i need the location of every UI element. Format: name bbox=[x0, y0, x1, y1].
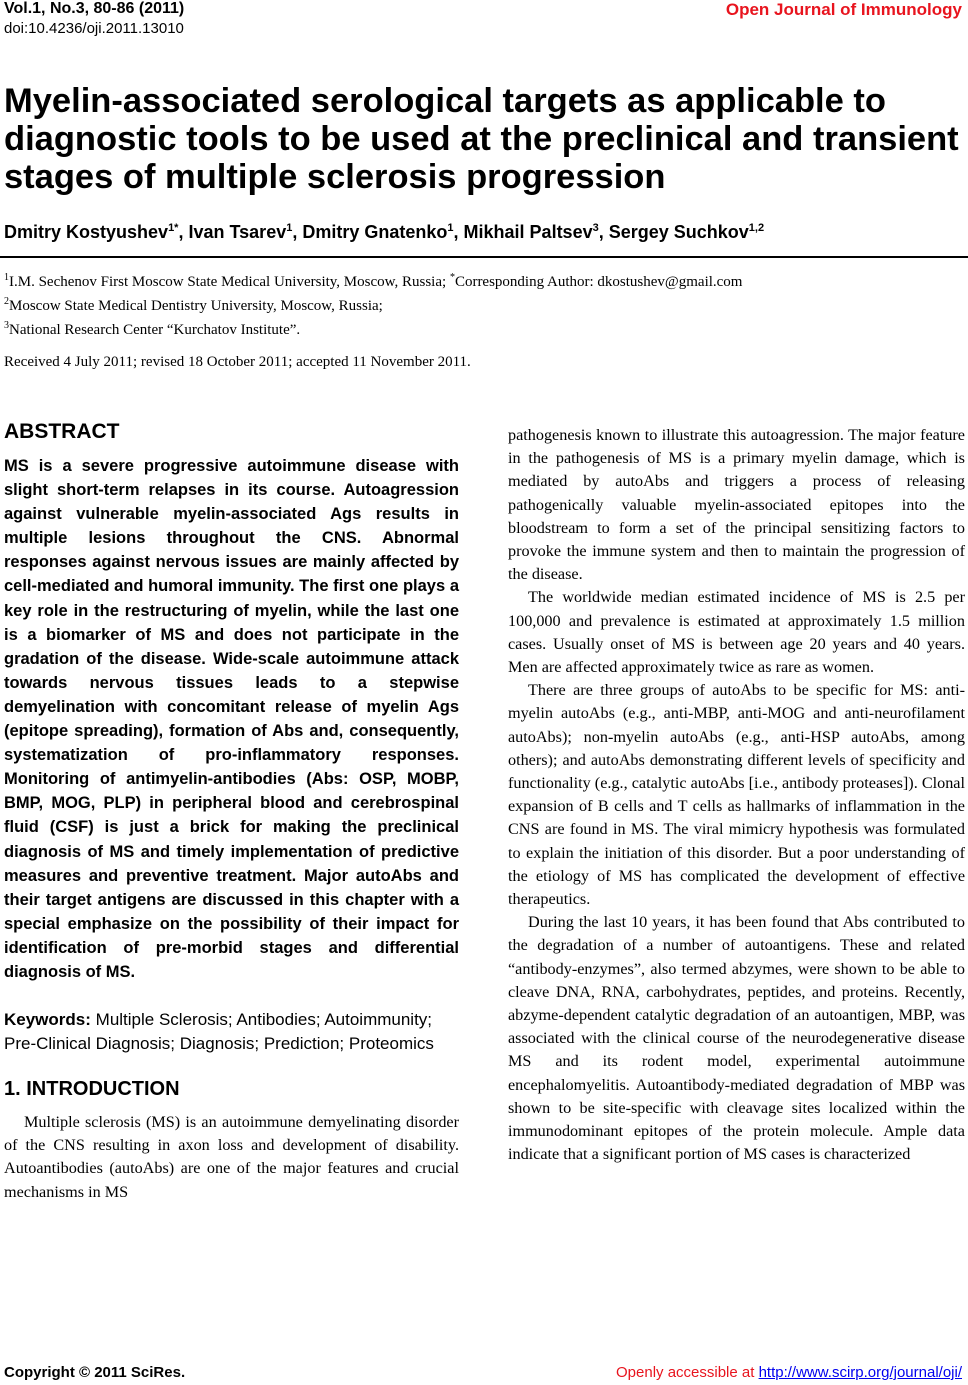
affiliations bbox=[4, 268, 742, 340]
author-sup: 1 bbox=[286, 222, 293, 234]
author-name: Sergey Suchkov bbox=[608, 222, 749, 242]
author-name: Dmitry Gnatenko bbox=[302, 222, 448, 242]
affiliation-3: $^3$National Research Center “Kurchatov Institute”. bbox=[4, 320, 301, 338]
author-name: Dmitry Kostyushev bbox=[4, 222, 169, 242]
received-dates: Received 4 July 2011; revised 18 October 2011; accepted 11 November 2011. bbox=[4, 354, 471, 370]
body-paragraph: pathogenesis known to illustrate this autoagression. The major feature in the pathogenesis of MS is a primary myelin damage, which is mediated by autoAbs and triggers a process of releasing pathogenically valuable myelin-associated epitopes into the bloodstream to form a set of the principal sensitizing factors to provoke the immune system and then to maintain the progression of the disease. bbox=[508, 426, 965, 584]
author-name: Mikhail Paltsev bbox=[463, 222, 593, 242]
volume-info: Vol.1, No.3, 80-86 (2011) bbox=[4, 0, 185, 17]
affiliation-2: $^2$Moscow State Medical Dentistry University, Moscow, Russia; bbox=[4, 296, 383, 314]
author-sup: 1 bbox=[447, 222, 454, 234]
abstract-heading: ABSTRACT bbox=[4, 420, 120, 443]
right-column bbox=[508, 424, 965, 1167]
body-paragraph: The worldwide median estimated incidence of MS is 2.5 per 100,000 and prevalence is estimated at approximately 1.5 million cases. Usually onset of MS is between age 20 years and 40 years. Men are affected approximately twice as rare as women. bbox=[508, 588, 965, 677]
journal-name: Open Journal of Immunology bbox=[725, 0, 962, 19]
access-note: Openly accessible at http://www.scirp.org/journal/oji/ bbox=[616, 1364, 962, 1381]
header-divider bbox=[0, 256, 968, 258]
keywords-label: Keywords: bbox=[4, 1010, 91, 1030]
abstract-text: MS is a severe progressive autoimmune disease with slight short-term relapses in its course. Autoagression against vulnerable myelin-associated Ags results in multiple lesions throughout the CNS. Abnormal responses against nervous issues are mainly affected by cell-mediated and humoral immunity. The first one plays a key role in the restructuring of myelin, while the last one is a biomarker of MS and does not participate in the gradation of the disease. Wide-scale autoimmune attack towards nervous tissues leads to a stepwise demyelination with concomitant release of myelin Ags (epitope spreading), formation of Abs and, consequently, systematization of pro-inflammatory responses. Monitoring of antimyelin-antibodies (Abs: OSP, MOBP, BMP, MOG, PLP) in peripheral blood and cerebrospinal fluid (CSF) is just a brick for making the preclinical diagnosis of MS and timely implementation of predictive measures and preventive treatment. Major autoAbs and their target antigens are discussed in this chapter with a special emphasize on the possibility of their impact for identification of pre-morbid stages and differential diagnosis of MS. bbox=[4, 457, 459, 981]
journal-link[interactable]: http://www.scirp.org/journal/oji/ bbox=[758, 1364, 962, 1381]
introduction-heading: 1. INTRODUCTION bbox=[4, 1078, 180, 1101]
body-paragraph: During the last 10 years, it has been found that Abs contributed to the degradation of a number of autoantigens. These and related “antibody-enzymes”, also termed abzymes, were shown to be able to cleave DNA, RNA, carbohydrates, peptides, and proteins. Recently, abzyme-dependent catalytic degradation of an autoantigen, MBP, was associated with the clinical course of the neurodegenerative disease MS and its rodent model, experimental autoimmune encephalomyelitis. Autoantibody-mediated degradation of MBP was shown to be site-specific with cleavage sites localized within the immunodominant epitopes of the protein molecule. Ample data indicate that a significant portion of MS cases is characterized bbox=[508, 913, 965, 1164]
body-paragraph: There are three groups of autoAbs to be specific for MS: anti-myelin autoAbs (e.g., anti-MBP, anti-MOG and anti-neurofilament autoAbs); non-myelin autoAbs (e.g., anti-HSP autoAbs, among others); and autoAbs demonstrating different levels of specificity and functionality (e.g., catalytic autoAbs [i.e., antibody proteases]). Clonal expansion of B cells and T cells as hallmarks of inflammation in the CNS are found in MS. The viral mimicry hypothesis was formulated to explain the initiation of this disorder. But a poor understanding of the etiology of MS has complicated the development of effective therapeutics. bbox=[508, 681, 965, 909]
keywords-list: Multiple Sclerosis; Antibodies; Autoimmunity; Pre-Clinical Diagnosis; Diagnosis; Prediction; Proteomics bbox=[4, 1010, 434, 1054]
affiliation-1: $^1$I.M. Sechenov First Moscow State Medical University, Moscow, Russia; *Corresponding Author: dkostushev@gmail.com bbox=[4, 272, 743, 290]
author-name: Ivan Tsarev bbox=[188, 222, 287, 242]
author-sup: 1,2 bbox=[748, 222, 765, 234]
copyright: Copyright © 2011 SciRes. bbox=[4, 1364, 186, 1381]
paper-title: Myelin-associated serological targets as applicable to diagnostic tools to be used at the preclinical and transient stages of multiple sclerosis progression bbox=[4, 82, 959, 196]
doi: doi:10.4236/oji.2011.13010 bbox=[4, 20, 184, 37]
keywords bbox=[4, 1008, 459, 1056]
left-column bbox=[4, 420, 459, 1204]
intro-paragraph: Multiple sclerosis (MS) is an autoimmune demyelinating disorder of the CNS resulting in axon loss and development of disability. Autoantibodies (autoAbs) are one of the major features and crucial mechanisms in MS bbox=[4, 1113, 459, 1201]
author-sup: 3 bbox=[592, 222, 599, 234]
author-list: Dmitry Kostyushev$^{1*}$, Ivan Tsarev$^1$, Dmitry Gnatenko$^1$, Mikhail Paltsev$^3$, Sergey Suchkov$^{1,2}$ bbox=[4, 222, 765, 242]
author-sup: 1* bbox=[168, 222, 179, 234]
